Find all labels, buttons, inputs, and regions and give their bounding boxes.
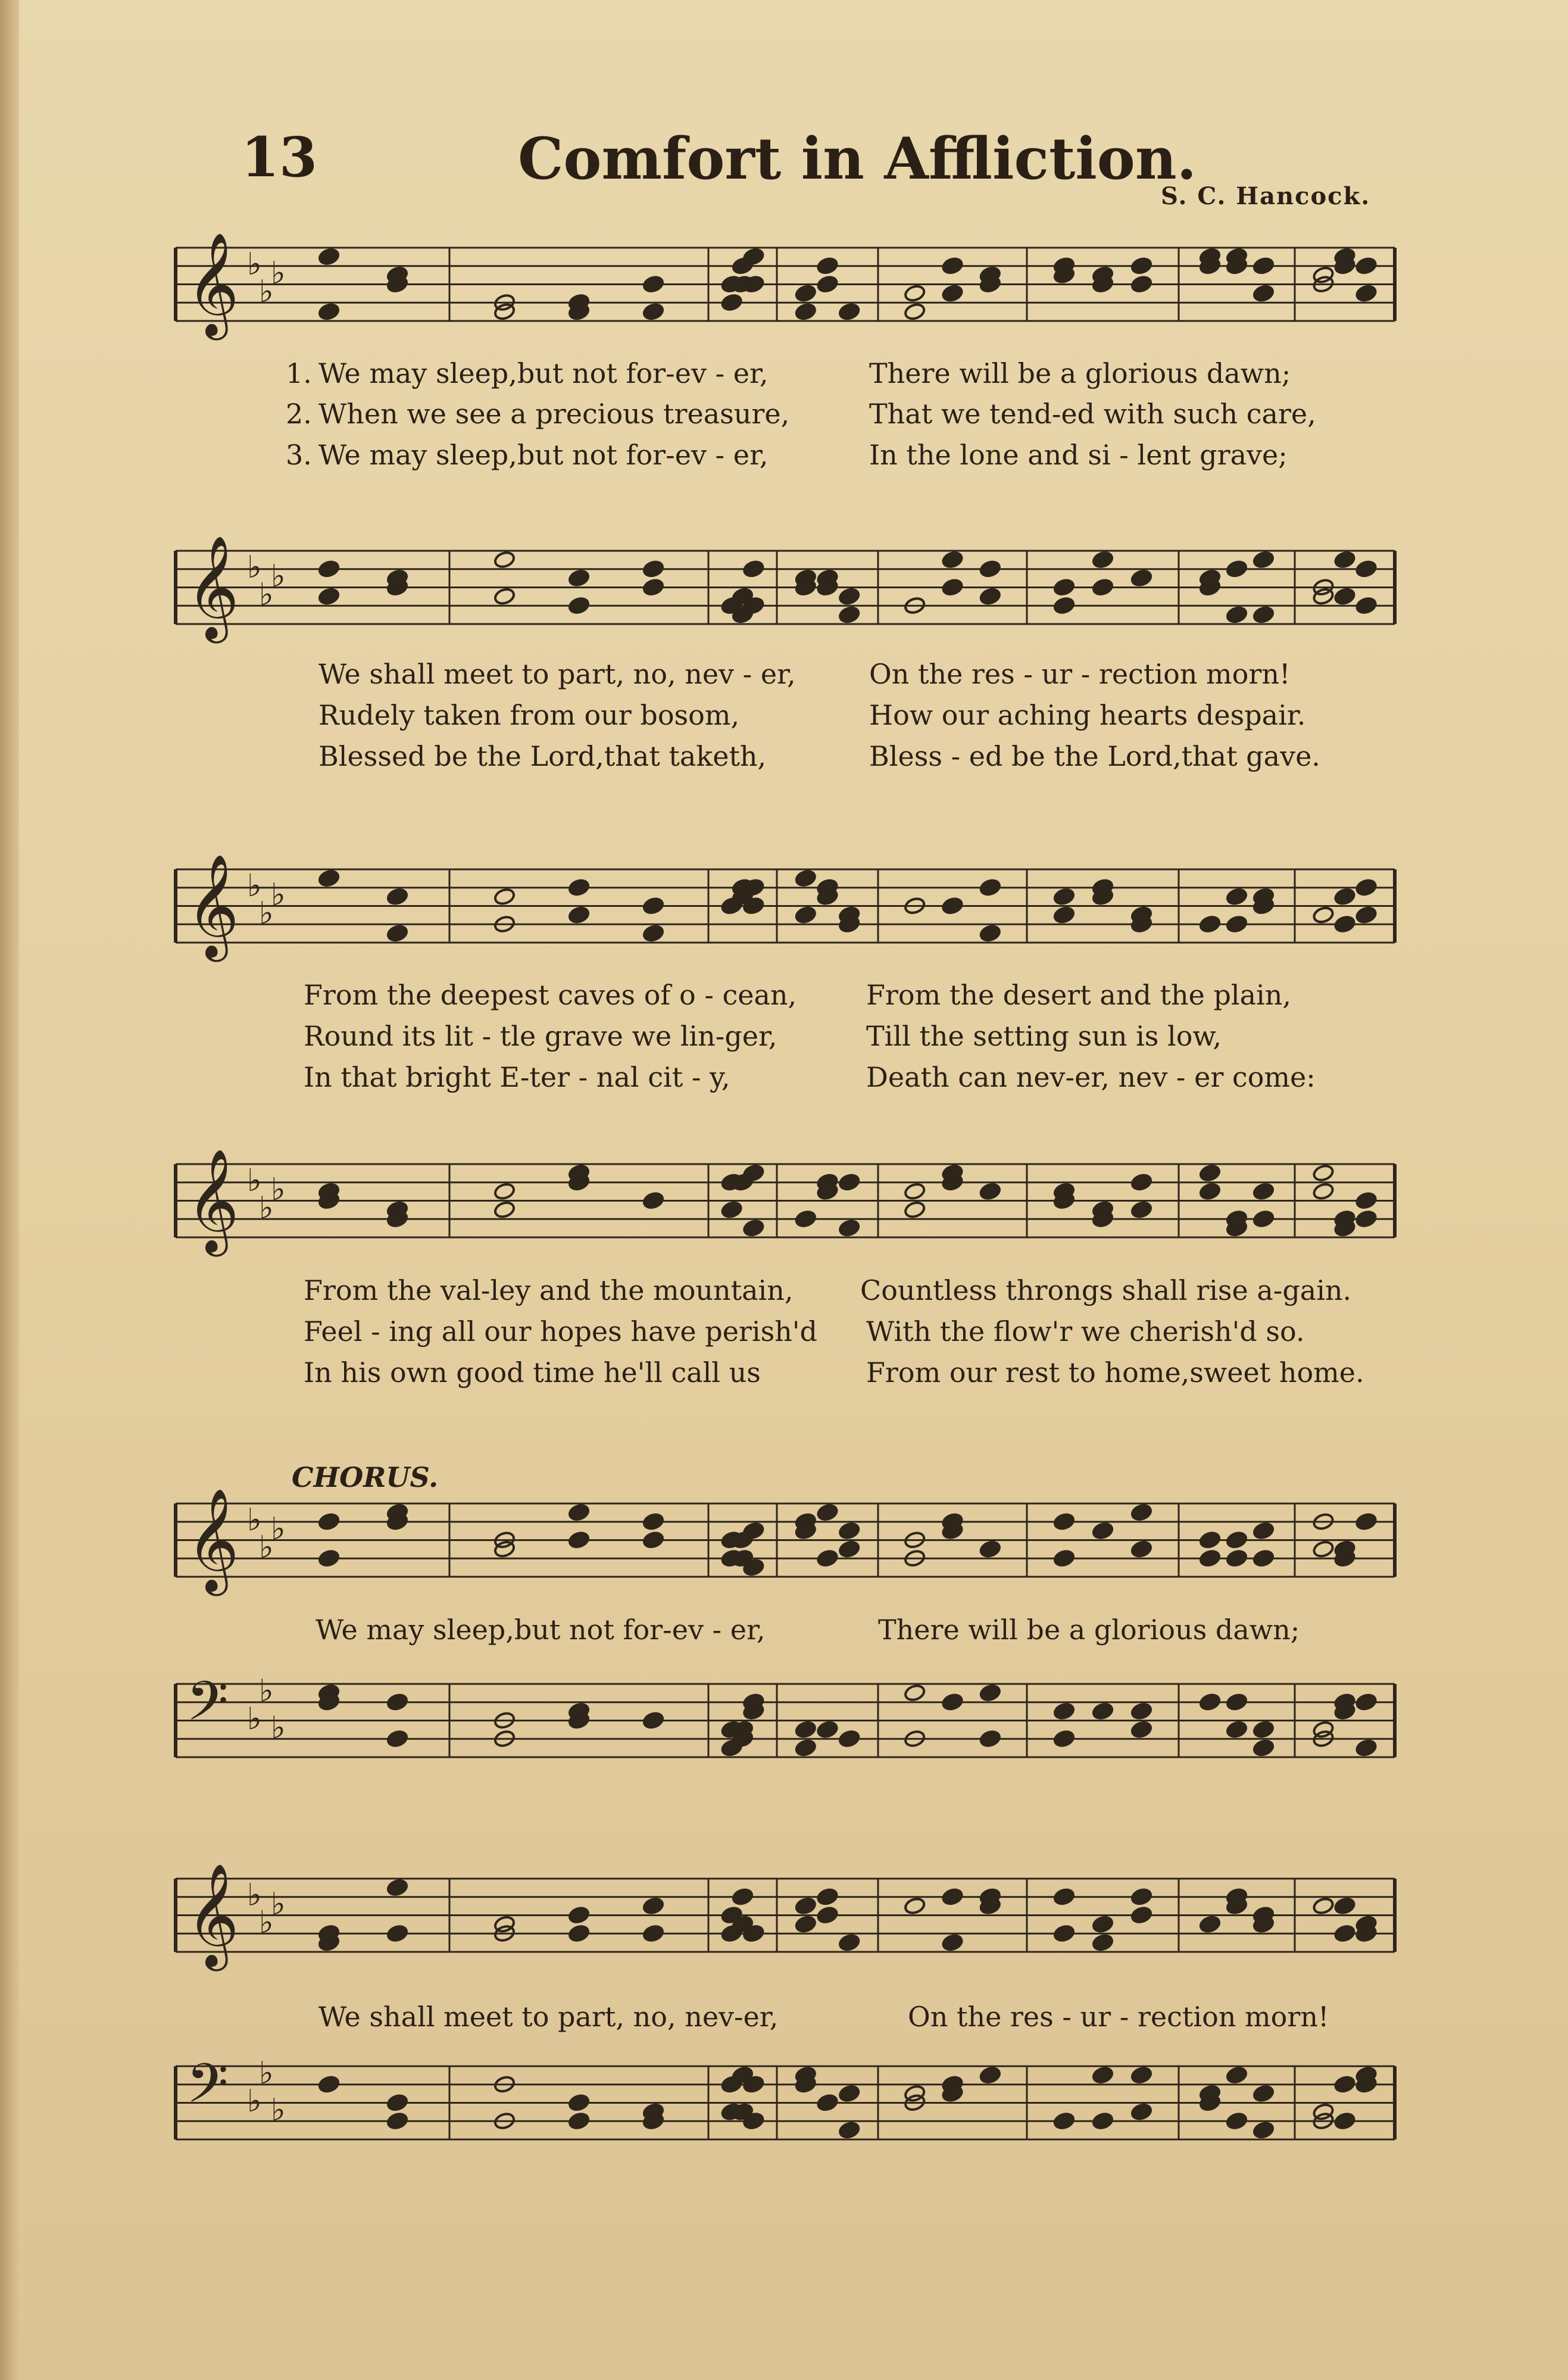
lyric-line-1-3: 3. We may sleep,but not for-ev - er, In the lone and si - lent grave; — [286, 439, 1288, 471]
svg-text:𝄞: 𝄞 — [186, 535, 239, 639]
bass-staff-lines — [176, 2052, 1395, 2139]
svg-text:♭: ♭ — [247, 1701, 262, 1737]
svg-text:♭: ♭ — [259, 1530, 274, 1565]
lyric-line-4-1: From the val-ley and the mountain, Countless throngs shall rise a-gain. — [304, 1274, 1352, 1306]
svg-text:♭: ♭ — [271, 877, 286, 913]
svg-text:♭: ♭ — [271, 1710, 286, 1746]
treble-staff-lines — [176, 1863, 1395, 1967]
composer-credit: S. C. Hancock. — [1161, 182, 1371, 210]
svg-text:♭: ♭ — [247, 868, 262, 904]
chorus-lyric-line-1: We may sleep,but not for-ev - er, There will be a glorious dawn; — [316, 1614, 1300, 1646]
chorus-treble-staff-2 — [176, 1863, 1395, 1967]
svg-text:♭: ♭ — [271, 559, 286, 594]
page-spine — [0, 0, 19, 2380]
treble-staff-2 — [176, 535, 1395, 639]
treble-staff-1 — [176, 232, 1395, 336]
svg-text:♭: ♭ — [271, 1172, 286, 1208]
treble-staff-4 — [176, 1149, 1395, 1252]
svg-text:𝄞: 𝄞 — [186, 1863, 239, 1967]
treble-staff-lines — [176, 1488, 1395, 1592]
svg-text:♭: ♭ — [259, 896, 274, 931]
hymn-number: 13 — [241, 125, 318, 189]
svg-text:♭: ♭ — [271, 1511, 286, 1547]
svg-text:♭: ♭ — [259, 1190, 274, 1226]
svg-text:♭: ♭ — [271, 2092, 286, 2128]
lyric-line-2-2: Rudely taken from our bosom, How our aching hearts despair. — [318, 699, 1306, 731]
svg-text:𝄞: 𝄞 — [186, 854, 239, 957]
treble-staff-lines — [176, 535, 1395, 639]
treble-staff-3 — [176, 854, 1395, 957]
svg-text:♭: ♭ — [259, 2055, 274, 2091]
svg-text:♭: ♭ — [247, 2083, 262, 2119]
lyric-line-3-3: In that bright E-ter - nal cit - y, Death can nev-er, nev - er come: — [304, 1061, 1316, 1093]
svg-text:♭: ♭ — [259, 274, 274, 310]
svg-text:♭: ♭ — [247, 550, 262, 585]
lyric-line-2-3: Blessed be the Lord,that taketh, Bless - ed be the Lord,that gave. — [318, 740, 1320, 772]
treble-staff-lines — [176, 232, 1395, 336]
svg-text:♭: ♭ — [247, 1163, 262, 1199]
svg-text:♭: ♭ — [271, 255, 286, 291]
lyric-line-2-1: We shall meet to part, no, nev - er, On the res - ur - rection morn! — [318, 658, 1291, 690]
lyric-line-3-1: From the deepest caves of o - cean, From the desert and the plain, — [304, 979, 1292, 1011]
lyric-line-4-3: In his own good time he'll call us From our rest to home,sweet home. — [304, 1356, 1364, 1389]
chorus-bass-staff-1 — [176, 1670, 1395, 1757]
svg-text:♭: ♭ — [247, 1502, 262, 1538]
hymn-title: Comfort in Affliction. — [518, 125, 1197, 192]
svg-text:𝄢: 𝄢 — [186, 1670, 229, 1746]
bass-staff-lines — [176, 1670, 1395, 1757]
svg-text:𝄞: 𝄞 — [186, 1149, 239, 1252]
svg-text:♭: ♭ — [259, 1905, 274, 1941]
lyric-line-4-2: Feel - ing all our hopes have perish'd With the flow'r we cherish'd so. — [304, 1315, 1305, 1347]
chorus-bass-staff-2 — [176, 2052, 1395, 2139]
lyric-line-3-2: Round its lit - tle grave we lin-ger, Till the setting sun is low, — [304, 1020, 1222, 1052]
chorus-treble-staff-1 — [176, 1488, 1395, 1592]
svg-text:𝄞: 𝄞 — [186, 1488, 239, 1592]
svg-text:♭: ♭ — [259, 577, 274, 613]
treble-staff-lines — [176, 1149, 1395, 1252]
lyric-line-1-2: 2. When we see a precious treasure, That we tend-ed with such care, — [286, 398, 1316, 430]
svg-text:♭: ♭ — [247, 247, 262, 282]
svg-text:♭: ♭ — [247, 1877, 262, 1913]
svg-text:𝄢: 𝄢 — [186, 2052, 229, 2128]
chorus-label: CHORUS. — [292, 1461, 439, 1493]
svg-text:𝄞: 𝄞 — [186, 232, 239, 336]
lyric-line-1-1: 1. We may sleep,but not for-ev - er, There will be a glorious dawn; — [286, 357, 1291, 389]
svg-text:♭: ♭ — [271, 1886, 286, 1922]
treble-staff-lines — [176, 854, 1395, 957]
svg-text:♭: ♭ — [259, 1673, 274, 1709]
chorus-lyric-line-2: We shall meet to part, no, nev-er, On the res - ur - rection morn! — [318, 2001, 1329, 2033]
